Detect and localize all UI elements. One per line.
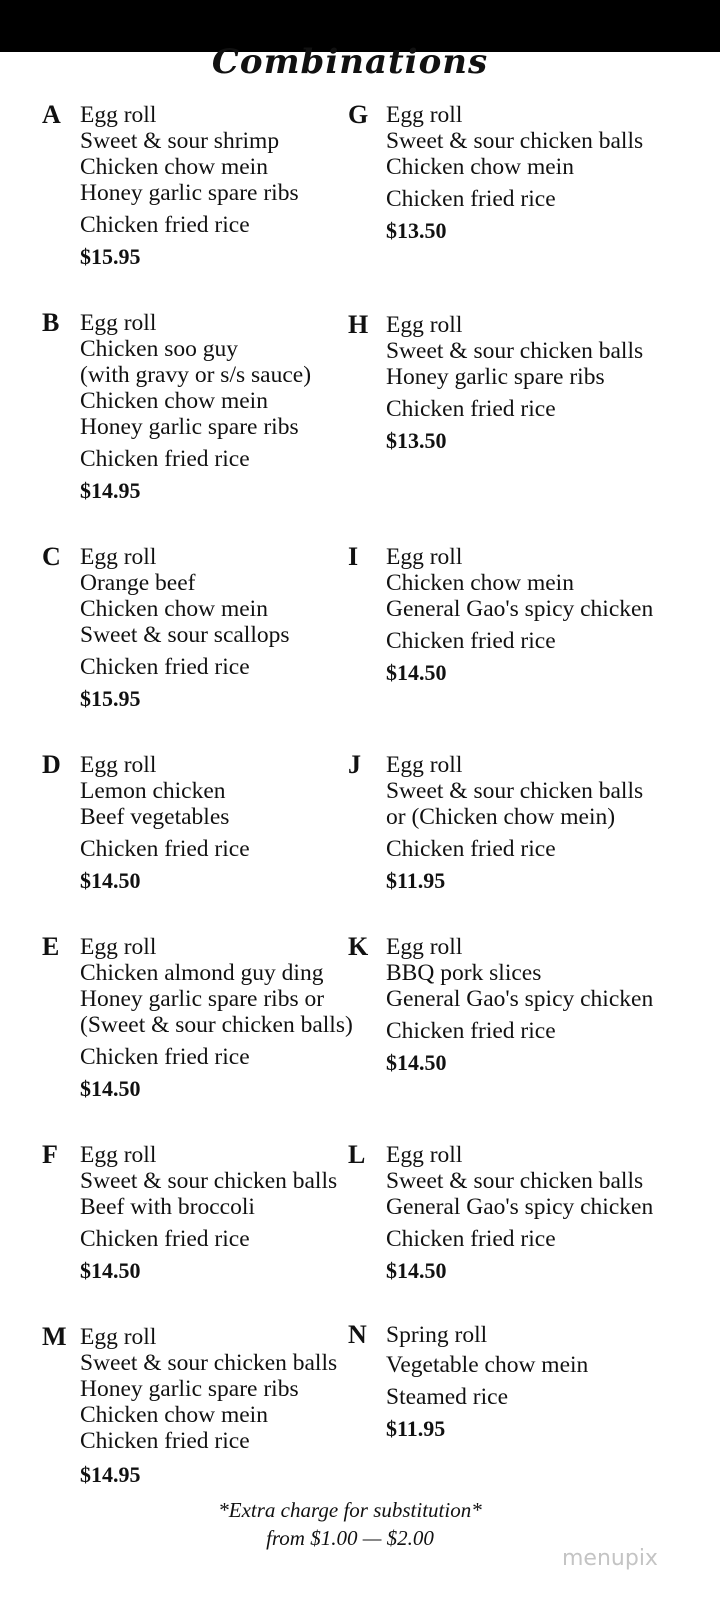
combo-letter: N: [348, 1320, 367, 1349]
combo-letter: L: [348, 1140, 366, 1169]
combo-item: Chicken chow mein: [80, 596, 268, 622]
combo-item: Chicken fried rice: [386, 1226, 556, 1252]
combo-item: Chicken chow mein: [80, 154, 268, 180]
combo-item: Honey garlic spare ribs: [80, 180, 299, 206]
combo-item: Chicken soo guy: [80, 336, 238, 362]
combo-price: $14.50: [386, 660, 447, 685]
combo-item: Sweet & sour scallops: [80, 622, 290, 648]
combo-item: Chicken fried rice: [80, 446, 250, 472]
combo-item: Sweet & sour chicken balls: [386, 128, 644, 154]
combo-item: Egg roll: [386, 934, 463, 960]
combo-item: Sweet & sour chicken balls: [386, 1168, 644, 1194]
combo-item: Honey garlic spare ribs: [386, 364, 605, 390]
combo-item: Chicken fried rice: [386, 1018, 556, 1044]
combo-item: Chicken chow mein: [80, 1402, 268, 1428]
combo-item: (Sweet & sour chicken balls): [80, 1012, 353, 1038]
combo-item: Egg roll: [80, 310, 157, 336]
combo-item: Chicken chow mein: [386, 154, 574, 180]
combo-item: Chicken fried rice: [386, 186, 556, 212]
combo-letter: D: [42, 750, 61, 779]
combo-price: $14.50: [386, 1050, 447, 1075]
combo-letter: F: [42, 1140, 58, 1169]
combo-item: Chicken fried rice: [80, 1044, 250, 1070]
combo-item: Honey garlic spare ribs or: [80, 986, 325, 1012]
combo-item: Chicken fried rice: [80, 1226, 250, 1252]
combo-item: Chicken chow mein: [80, 388, 268, 414]
combo-letter: A: [42, 100, 61, 129]
page-title: Combinations: [211, 42, 489, 82]
combo-item: BBQ pork slices: [386, 960, 542, 986]
combo-letter: I: [348, 542, 359, 571]
combo-item: Beef vegetables: [80, 804, 230, 830]
combo-item: Steamed rice: [386, 1384, 509, 1410]
combo-item: Sweet & sour chicken balls: [80, 1350, 338, 1376]
combo-price: $14.50: [80, 1258, 141, 1283]
combo-item: Egg roll: [386, 1142, 463, 1168]
combo-letter: J: [348, 750, 361, 779]
combo-item: Chicken fried rice: [80, 1428, 250, 1454]
combo-letter: G: [348, 100, 369, 129]
combo-item: Beef with broccoli: [80, 1194, 255, 1220]
substitution-note: *Extra charge for substitution*: [218, 1498, 482, 1522]
combo-item: General Gao's spicy chicken: [386, 1194, 654, 1220]
combo-item: Egg roll: [80, 1142, 157, 1168]
combo-item: Orange beef: [80, 570, 196, 596]
combo-item: Lemon chicken: [80, 778, 226, 804]
combo-item: Sweet & sour chicken balls: [386, 778, 644, 804]
combo-price: $13.50: [386, 218, 447, 243]
combo-price: $14.50: [386, 1258, 447, 1283]
combo-letter: H: [348, 310, 369, 339]
combo-item: Chicken fried rice: [80, 836, 250, 862]
combo-item: General Gao's spicy chicken: [386, 596, 654, 622]
combo-item: (with gravy or s/s sauce): [80, 362, 312, 388]
combo-item: Chicken fried rice: [80, 212, 250, 238]
combo-item: General Gao's spicy chicken: [386, 986, 654, 1012]
combo-price: $11.95: [386, 868, 446, 893]
combo-item: Egg roll: [80, 934, 157, 960]
combo-price: $15.95: [80, 244, 141, 269]
combo-item: Egg roll: [386, 544, 463, 570]
combo-item: Egg roll: [80, 544, 157, 570]
combo-letter: B: [42, 308, 60, 337]
combo-item: Chicken fried rice: [386, 628, 556, 654]
combo-price: $14.50: [80, 868, 141, 893]
combo-price: $13.50: [386, 428, 447, 453]
combo-item: Egg roll: [80, 102, 157, 128]
combo-item: Egg roll: [80, 1324, 157, 1350]
combo-letter: E: [42, 932, 60, 961]
combo-item: Sweet & sour chicken balls: [80, 1168, 338, 1194]
combo-item: Sweet & sour chicken balls: [386, 338, 644, 364]
combo-letter: K: [348, 932, 369, 961]
combo-item: Chicken fried rice: [386, 396, 556, 422]
combo-item: Egg roll: [386, 102, 463, 128]
combo-item: Honey garlic spare ribs: [80, 414, 299, 440]
combo-item: Chicken fried rice: [80, 654, 250, 680]
combo-item: Egg roll: [386, 312, 463, 338]
combo-item: Chicken chow mein: [386, 570, 574, 596]
combo-price: $14.95: [80, 478, 141, 503]
combo-item: Egg roll: [386, 752, 463, 778]
menupix-watermark: menupix: [562, 1546, 658, 1571]
combo-price: $14.95: [80, 1462, 141, 1487]
combo-item: Chicken almond guy ding: [80, 960, 324, 986]
combo-letter: C: [42, 542, 61, 571]
combo-price: $11.95: [386, 1416, 446, 1441]
combo-item: Sweet & sour shrimp: [80, 128, 280, 154]
combo-item: Spring roll: [386, 1322, 488, 1348]
combo-item: Honey garlic spare ribs: [80, 1376, 299, 1402]
combo-item: or (Chicken chow mein): [386, 804, 616, 830]
combo-item: Chicken fried rice: [386, 836, 556, 862]
combo-item: Egg roll: [80, 752, 157, 778]
combo-price: $15.95: [80, 686, 141, 711]
combo-item: Vegetable chow mein: [386, 1352, 589, 1378]
combo-letter: M: [42, 1322, 67, 1351]
combo-price: $14.50: [80, 1076, 141, 1101]
substitution-price-range: from $1.00 — $2.00: [266, 1526, 434, 1550]
